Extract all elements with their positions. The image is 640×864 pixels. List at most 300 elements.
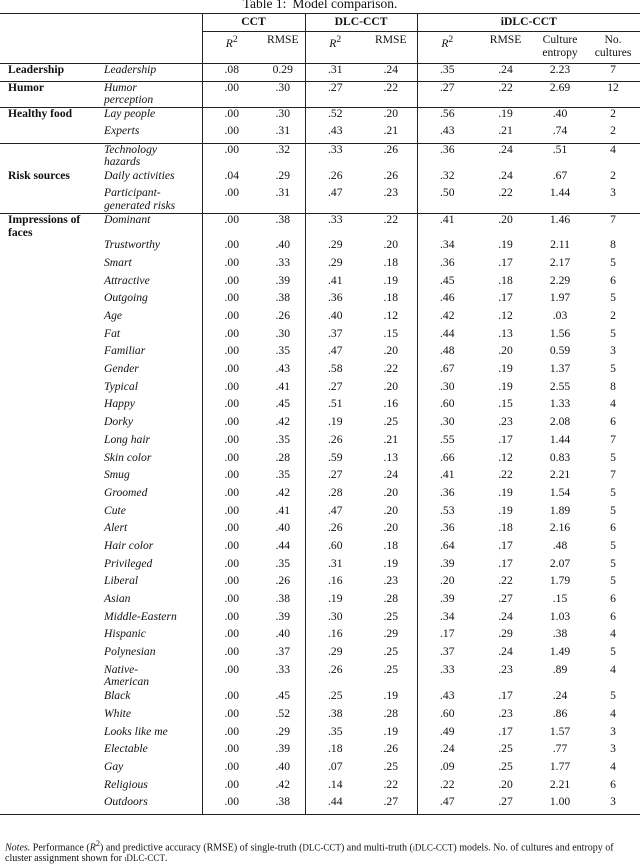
cct-r2-cell: .00 [202, 363, 261, 381]
cct-r2-cell: .00 [202, 469, 261, 487]
cct-rmse-cell: .43 [275, 362, 290, 376]
cct-rmse-cell: .38 [275, 291, 290, 305]
culture-entropy-cell: 2.55 [549, 379, 571, 393]
cct-rmse-cell: .39 [275, 273, 290, 287]
table-row [0, 275, 640, 293]
cct-rmse-cell: .45 [275, 689, 290, 703]
cct-r2-cell: .00 [202, 628, 261, 646]
table-header [0, 14, 640, 64]
item-cell: Dorky [104, 415, 133, 429]
idlc-rmse-cell: .17 [498, 689, 513, 703]
dlc-rmse-cell: .16 [383, 397, 399, 411]
dlc-r2-cell: .47 [305, 187, 365, 214]
idlc-rmse-cell: .24 [498, 609, 513, 623]
cct-rmse-cell: .37 [275, 645, 290, 659]
item-cell: Outgoing [104, 291, 148, 305]
idlc-rmse-cell: .18 [498, 273, 513, 287]
table-row [0, 398, 640, 416]
cct-rmse-cell: .35 [275, 556, 290, 570]
idlc-rmse-cell: .23 [498, 415, 513, 429]
dlc-rmse-cell: .23 [383, 186, 399, 200]
idlc-r2-cell: .39 [417, 558, 477, 576]
cct-r2-cell: .00 [202, 416, 261, 434]
col-no-cultures: No. cultures [594, 33, 632, 59]
cct-rmse-cell: .39 [275, 742, 290, 756]
group-dlc-cct: DLC-CCT [305, 14, 417, 32]
table-row [0, 505, 640, 523]
dlc-r2-cell: .07 [305, 761, 365, 779]
no-cultures-cell: 5 [610, 362, 616, 376]
table-caption [0, 0, 640, 12]
idlc-rmse-cell: .22 [498, 186, 513, 200]
dlc-r2-cell: .14 [305, 779, 365, 797]
cct-rmse-cell: .31 [275, 186, 290, 200]
idlc-r2-cell: .36 [417, 487, 477, 505]
table-row [0, 81, 640, 108]
cct-r2-cell: .00 [202, 575, 261, 593]
domain-cell: Humor [8, 80, 45, 94]
cct-r2-cell: .00 [202, 593, 261, 611]
culture-entropy-cell: 1.44 [549, 432, 571, 446]
table-row [0, 743, 640, 761]
cct-r2-cell: .00 [202, 796, 261, 814]
cct-r2-cell: .00 [202, 310, 261, 328]
idlc-r2-cell: .43 [417, 125, 477, 143]
cct-r2-cell: .00 [202, 708, 261, 726]
dlc-rmse-cell: .18 [383, 291, 399, 305]
no-cultures-cell: 2 [610, 309, 616, 322]
culture-entropy-cell: 1.00 [549, 795, 571, 809]
culture-entropy-cell: .51 [552, 142, 568, 156]
cct-rmse-cell: .31 [275, 124, 290, 138]
culture-entropy-cell: 2.11 [550, 238, 570, 252]
idlc-r2-cell: .49 [417, 726, 477, 744]
col-cct-r2: $R^2$ [202, 32, 261, 64]
culture-entropy-cell: 2.29 [549, 273, 571, 287]
item-cell: Gender [104, 362, 139, 376]
culture-entropy-cell: 2.16 [549, 521, 571, 535]
no-cultures-cell: 4 [610, 397, 616, 411]
no-cultures-cell: 12 [607, 80, 619, 94]
idlc-rmse-cell: .22 [498, 80, 513, 94]
dlc-rmse-cell: .25 [383, 662, 399, 676]
no-cultures-cell: 5 [610, 538, 616, 552]
dlc-rmse-cell: .12 [383, 309, 399, 322]
dlc-r2-cell: .27 [305, 81, 365, 108]
idlc-rmse-cell: .23 [498, 706, 513, 720]
dlc-r2-cell: .33 [305, 214, 365, 240]
domain-cell [0, 628, 98, 646]
caption-text: Model comparison. [292, 0, 398, 11]
cct-r2-cell: .00 [202, 187, 261, 214]
cct-r2-cell: .00 [202, 239, 261, 257]
no-cultures-cell: 6 [610, 609, 616, 623]
idlc-r2-cell: .33 [417, 664, 477, 691]
cct-rmse-cell: .29 [275, 168, 290, 182]
cct-r2-cell: .04 [202, 170, 261, 188]
cct-r2-cell: .00 [202, 487, 261, 505]
sub-header-row [0, 32, 640, 64]
cct-r2-cell: .00 [202, 505, 261, 523]
dlc-r2-cell: .27 [305, 381, 365, 399]
item-cell: Humor perception [104, 80, 154, 107]
no-cultures-cell: 5 [610, 326, 616, 340]
domain-cell [0, 611, 98, 629]
domain-cell [0, 363, 98, 381]
no-cultures-cell: 6 [610, 777, 616, 791]
item-cell: Typical [104, 379, 138, 393]
table-row [0, 708, 640, 726]
table-row [0, 628, 640, 646]
item-cell: Alert [104, 521, 128, 535]
culture-entropy-cell: 2.23 [549, 63, 571, 76]
cct-r2-cell: .00 [202, 81, 261, 108]
idlc-rmse-cell: .20 [498, 344, 513, 358]
dlc-r2-cell: .47 [305, 345, 365, 363]
item-cell: Electable [104, 742, 148, 756]
idlc-rmse-cell: .17 [498, 255, 513, 269]
idlc-rmse-cell: .19 [498, 503, 513, 517]
table-row [0, 558, 640, 576]
domain-cell [0, 726, 98, 744]
dlc-r2-cell: .31 [305, 64, 365, 82]
item-cell: Long hair [104, 432, 151, 446]
dlc-rmse-cell: .22 [383, 777, 399, 791]
cct-rmse-cell: .30 [275, 80, 290, 94]
no-cultures-cell: 6 [610, 273, 616, 287]
idlc-rmse-cell: .19 [498, 379, 513, 393]
domain-cell [0, 452, 98, 470]
cct-r2-cell: .00 [202, 452, 261, 470]
domain-cell [0, 381, 98, 399]
dlc-rmse-cell: .25 [383, 609, 399, 623]
culture-entropy-cell: .15 [552, 592, 568, 605]
cct-r2-cell: .00 [202, 108, 261, 126]
culture-entropy-cell: 2.17 [549, 255, 571, 269]
domain-cell [0, 328, 98, 346]
no-cultures-cell: 2 [610, 168, 616, 182]
cct-r2-cell: .00 [202, 726, 261, 744]
table-row [0, 664, 640, 691]
item-cell: Experts [104, 124, 140, 138]
dlc-rmse-cell: .19 [383, 689, 399, 703]
table-body [0, 64, 640, 815]
idlc-r2-cell: .64 [417, 540, 477, 558]
item-cell: Happy [104, 397, 135, 411]
domain-cell [0, 646, 98, 664]
dlc-rmse-cell: .26 [383, 168, 399, 182]
model-comparison-table [0, 13, 640, 815]
culture-entropy-cell: 0.83 [549, 450, 571, 464]
idlc-r2-cell: .43 [417, 690, 477, 708]
idlc-r2-cell: .41 [417, 214, 477, 240]
culture-entropy-cell: .40 [552, 107, 568, 121]
col-cct-rmse: RMSE [266, 33, 299, 46]
dlc-rmse-cell: .27 [383, 795, 399, 809]
culture-entropy-cell: .67 [552, 168, 568, 182]
cct-rmse-cell: .35 [275, 432, 290, 446]
dlc-r2-cell: .25 [305, 690, 365, 708]
cct-r2-cell: .00 [202, 214, 261, 240]
domain-cell [0, 275, 98, 293]
dlc-rmse-cell: .22 [383, 80, 399, 94]
cct-r2-cell: .08 [202, 64, 261, 82]
dlc-r2-cell: .47 [305, 505, 365, 523]
cct-rmse-cell: .32 [275, 142, 290, 156]
idlc-rmse-cell: .27 [498, 795, 513, 809]
dlc-r2-cell: .40 [305, 310, 365, 328]
dlc-rmse-cell: .20 [383, 521, 399, 535]
no-cultures-cell: 6 [610, 592, 616, 605]
idlc-r2-cell: .30 [417, 416, 477, 434]
caption-label: Table 1: [242, 0, 287, 11]
dlc-rmse-cell: .22 [383, 362, 399, 376]
cct-rmse-cell: .35 [275, 468, 290, 482]
culture-entropy-cell: .38 [552, 627, 568, 641]
cct-rmse-cell: .44 [275, 538, 290, 552]
no-cultures-cell: 4 [610, 142, 616, 156]
idlc-r2-cell: .50 [417, 187, 477, 214]
idlc-r2-cell: .24 [417, 743, 477, 761]
table-row [0, 611, 640, 629]
domain-cell [0, 743, 98, 761]
cct-r2-cell: .00 [202, 540, 261, 558]
culture-entropy-cell: .24 [552, 689, 568, 703]
table-row [0, 345, 640, 363]
dlc-r2-cell: .51 [305, 398, 365, 416]
table-row [0, 125, 640, 143]
item-cell: Skin color [104, 450, 152, 464]
idlc-rmse-cell: .24 [498, 168, 513, 182]
domain-cell: Leadership [8, 63, 65, 76]
idlc-rmse-cell: .20 [498, 777, 513, 791]
idlc-rmse-cell: .12 [498, 450, 513, 464]
idlc-rmse-cell: .29 [498, 627, 513, 641]
item-cell: Asian [104, 592, 131, 605]
culture-entropy-cell: .48 [552, 538, 568, 552]
dlc-r2-cell: .33 [305, 143, 365, 170]
cct-rmse-cell: .42 [275, 415, 290, 429]
table-row [0, 214, 640, 240]
idlc-r2-cell: .47 [417, 796, 477, 814]
item-cell: Technology hazards [104, 142, 158, 169]
culture-entropy-cell: 1.37 [549, 362, 571, 376]
idlc-rmse-cell: .17 [498, 538, 513, 552]
cct-r2-cell: .00 [202, 611, 261, 629]
idlc-r2-cell: .60 [417, 708, 477, 726]
cct-r2-cell: .00 [202, 275, 261, 293]
item-cell: Polynesian [104, 645, 156, 659]
idlc-r2-cell: .36 [417, 522, 477, 540]
idlc-rmse-cell: .19 [498, 238, 513, 252]
item-cell: Hispanic [104, 627, 146, 641]
table-row [0, 796, 640, 814]
idlc-r2-cell: .34 [417, 239, 477, 257]
idlc-r2-cell: .27 [417, 81, 477, 108]
cct-r2-cell: .00 [202, 345, 261, 363]
cct-rmse-cell: .41 [275, 503, 290, 517]
no-cultures-cell: 3 [610, 344, 616, 358]
table-row [0, 761, 640, 779]
domain-cell [0, 143, 98, 170]
no-cultures-cell: 7 [610, 63, 616, 76]
idlc-r2-cell: .48 [417, 345, 477, 363]
no-cultures-cell: 5 [610, 485, 616, 499]
dlc-rmse-cell: .19 [383, 556, 399, 570]
cct-r2-cell: .00 [202, 328, 261, 346]
domain-cell [0, 664, 98, 691]
dlc-r2-cell: .59 [305, 452, 365, 470]
domain-cell [0, 522, 98, 540]
cct-rmse-cell: .38 [275, 795, 290, 809]
no-cultures-cell: 5 [610, 645, 616, 659]
group-idlc-cct: iDLC-CCT [417, 14, 640, 32]
idlc-r2-cell: .09 [417, 761, 477, 779]
domain-cell [0, 187, 98, 214]
table-notes: Notes. Performance $(R^2)$ and predictive accuracy (RMSE) of single-truth (DLC-CCT) and multi-truth (iDLC-CCT) models. No. of cultures and entropy of cluster assignment shown for iDLC-CCT. [5, 839, 614, 864]
item-cell: Looks like me [104, 724, 168, 738]
dlc-rmse-cell: .28 [383, 592, 399, 605]
culture-entropy-cell: 1.44 [549, 186, 571, 200]
idlc-rmse-cell: .21 [498, 124, 513, 138]
culture-entropy-cell: 1.97 [549, 291, 571, 305]
cct-r2-cell: .00 [202, 779, 261, 797]
item-cell: Attractive [104, 273, 150, 287]
table-row [0, 469, 640, 487]
cct-rmse-cell: .38 [275, 592, 290, 605]
col-dlc-r2: $R^2$ [305, 32, 365, 64]
dlc-r2-cell: .58 [305, 363, 365, 381]
domain-cell: Healthy food [8, 107, 73, 121]
no-cultures-cell: 5 [610, 255, 616, 269]
idlc-rmse-cell: .22 [498, 468, 513, 482]
idlc-rmse-cell: .18 [498, 521, 513, 535]
dlc-rmse-cell: .19 [383, 724, 399, 738]
domain-cell [0, 505, 98, 523]
dlc-r2-cell: .27 [305, 469, 365, 487]
domain-cell [0, 292, 98, 310]
idlc-r2-cell: .39 [417, 593, 477, 611]
culture-entropy-cell: 2.21 [549, 777, 571, 791]
dlc-rmse-cell: .18 [383, 255, 399, 269]
cct-rmse-cell: .33 [275, 662, 290, 676]
table-row [0, 187, 640, 214]
idlc-r2-cell: .46 [417, 292, 477, 310]
item-cell: Lay people [104, 107, 156, 121]
idlc-rmse-cell: .12 [498, 309, 513, 322]
table-row [0, 363, 640, 381]
no-cultures-cell: 4 [610, 627, 616, 641]
idlc-rmse-cell: .23 [498, 662, 513, 676]
idlc-r2-cell: .32 [417, 170, 477, 188]
dlc-rmse-cell: .29 [383, 627, 399, 641]
dlc-rmse-cell: .19 [383, 273, 399, 287]
cct-r2-cell: .00 [202, 558, 261, 576]
cct-rmse-cell: .30 [275, 107, 290, 121]
idlc-r2-cell: .34 [417, 611, 477, 629]
item-cell: Outdoors [104, 795, 148, 809]
dlc-rmse-cell: .22 [383, 213, 399, 227]
culture-entropy-cell: 1.33 [549, 397, 571, 411]
item-cell: Participant- generated risks [104, 186, 176, 212]
idlc-rmse-cell: .15 [498, 397, 513, 411]
domain-cell [0, 487, 98, 505]
cct-r2-cell: .00 [202, 743, 261, 761]
item-cell: Liberal [104, 574, 139, 588]
domain-cell [0, 239, 98, 257]
domain-cell [0, 761, 98, 779]
dlc-r2-cell: .26 [305, 434, 365, 452]
cct-r2-cell: .00 [202, 690, 261, 708]
no-cultures-cell: 5 [610, 574, 616, 588]
table-row [0, 381, 640, 399]
dlc-rmse-cell: .25 [383, 760, 399, 773]
culture-entropy-cell: 1.77 [549, 760, 571, 773]
idlc-r2-cell: .45 [417, 275, 477, 293]
dlc-r2-cell: .26 [305, 664, 365, 691]
no-cultures-cell: 3 [610, 742, 616, 756]
no-cultures-cell: 5 [610, 450, 616, 464]
idlc-r2-cell: .36 [417, 257, 477, 275]
cct-r2-cell: .00 [202, 381, 261, 399]
dlc-r2-cell: .30 [305, 611, 365, 629]
idlc-r2-cell: .17 [417, 628, 477, 646]
dlc-r2-cell: .37 [305, 328, 365, 346]
no-cultures-cell: 6 [610, 521, 616, 535]
dlc-r2-cell: .44 [305, 796, 365, 814]
idlc-rmse-cell: .19 [498, 362, 513, 376]
col-culture-entropy: Culture entropy [542, 33, 578, 59]
domain-cell [0, 796, 98, 814]
culture-entropy-cell: 1.57 [549, 724, 571, 738]
item-cell: Native- American [104, 662, 150, 689]
no-cultures-cell: 3 [610, 724, 616, 738]
dlc-rmse-cell: .20 [383, 485, 399, 499]
cct-rmse-cell: .41 [275, 379, 290, 393]
cct-rmse-cell: .39 [275, 609, 290, 623]
item-cell: Smug [104, 468, 130, 482]
table-row [0, 328, 640, 346]
dlc-rmse-cell: .20 [383, 379, 399, 393]
table-row [0, 593, 640, 611]
culture-entropy-cell: 2.21 [549, 468, 571, 482]
table-row [0, 257, 640, 275]
item-cell: Middle-Eastern [104, 609, 177, 623]
table-row [0, 143, 640, 170]
culture-entropy-cell: 2.07 [549, 556, 571, 570]
table-row [0, 779, 640, 797]
table-row [0, 452, 640, 470]
cct-rmse-cell: .52 [275, 706, 290, 720]
domain-cell [0, 779, 98, 797]
idlc-rmse-cell: .24 [498, 645, 513, 659]
dlc-rmse-cell: .24 [383, 468, 399, 482]
no-cultures-cell: 7 [610, 468, 616, 482]
domain-cell [0, 125, 98, 143]
no-cultures-cell: 8 [610, 379, 616, 393]
cct-r2-cell: .00 [202, 257, 261, 275]
dlc-rmse-cell: .18 [383, 538, 399, 552]
table-row [0, 416, 640, 434]
dlc-rmse-cell: .21 [383, 432, 399, 446]
cct-rmse-cell: .26 [275, 574, 290, 588]
table-row [0, 239, 640, 257]
dlc-r2-cell: .31 [305, 558, 365, 576]
group-cct: CCT [202, 14, 305, 32]
item-cell: Privileged [104, 556, 153, 570]
dlc-rmse-cell: .20 [383, 107, 399, 121]
dlc-r2-cell: .26 [305, 522, 365, 540]
